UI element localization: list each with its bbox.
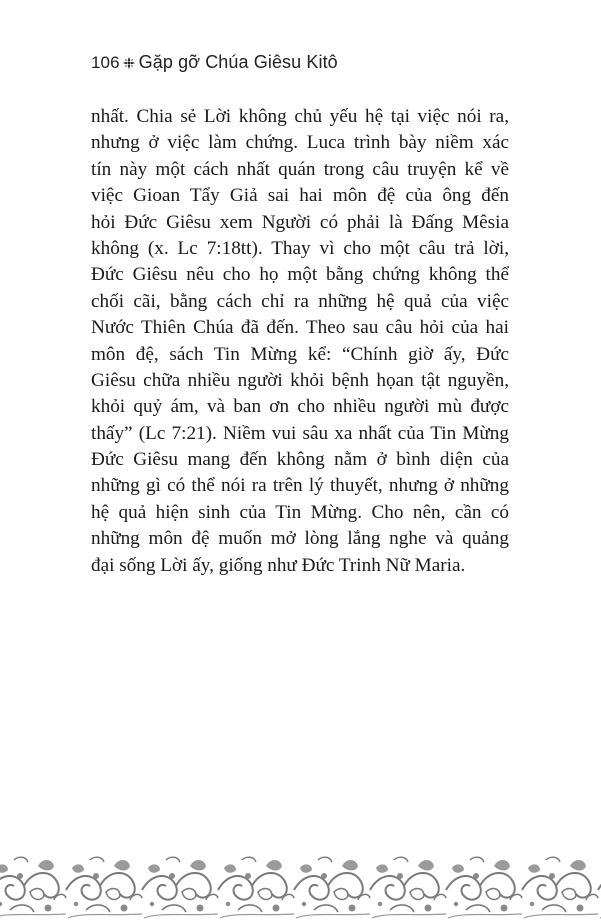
text-line: Đức Giêsu nêu cho họ một bằng chứng không thể xyxy=(91,264,509,286)
text-line: Giêsu chữa nhiều người khỏi bệnh họan tật nguyền, xyxy=(91,369,509,391)
text-line: môn đệ, sách Tin Mừng kể: “Chính giờ ấy, Đức xyxy=(91,343,509,365)
text-line: Nước Thiên Chúa đã đến. Theo sau câu hỏi của hai xyxy=(91,317,509,339)
body-paragraph xyxy=(91,104,509,579)
text-line: đại sống Lời ấy, giống như Đức Trinh Nữ Maria. xyxy=(91,554,466,576)
text-line: những gì có thể nói ra trên lý thuyết, nhưng ở những xyxy=(91,475,509,497)
page-number: 106 xyxy=(91,52,120,72)
book-title: Gặp gỡ Chúa Giêsu Kitô xyxy=(138,52,338,72)
text-line: hỏi Đức Giêsu xem Người có phải là Đấng Mêsia xyxy=(91,211,509,233)
text-line: thấy” (Lc 7:21). Niềm vui sâu xa nhất của Tin Mừng xyxy=(91,422,509,444)
text-line: nhưng ở việc làm chứng. Luca trình bày niềm xác xyxy=(91,132,509,154)
floral-border-ornament xyxy=(0,852,601,923)
text-line: Đức Giêsu mang đến không nằm ở bình diện của xyxy=(91,449,509,471)
cross-pattee-icon xyxy=(123,56,136,69)
text-line: nhất. Chia sẻ Lời không chủ yếu hệ tại việc nói ra, xyxy=(91,106,509,127)
text-line: những môn đệ muốn mở lòng lắng nghe và quảng xyxy=(91,528,509,550)
text-line: việc Gioan Tẩy Giả sai hai môn đệ của ông đến xyxy=(91,185,509,207)
text-line: khỏi quỷ ám, và ban ơn cho nhiều người mù được xyxy=(91,396,509,418)
running-header xyxy=(91,52,338,73)
text-line: chối cãi, bằng cách chỉ ra những hệ quả của việc xyxy=(91,290,509,312)
text-line: hệ quả hiện sinh của Tin Mừng. Cho nên, cần có xyxy=(91,501,509,523)
text-line: tín này một cách nhất quán trong câu truyện kể về xyxy=(91,158,509,180)
text-line: không (x. Lc 7:18tt). Thay vì cho một câu trả lời, xyxy=(91,237,509,259)
